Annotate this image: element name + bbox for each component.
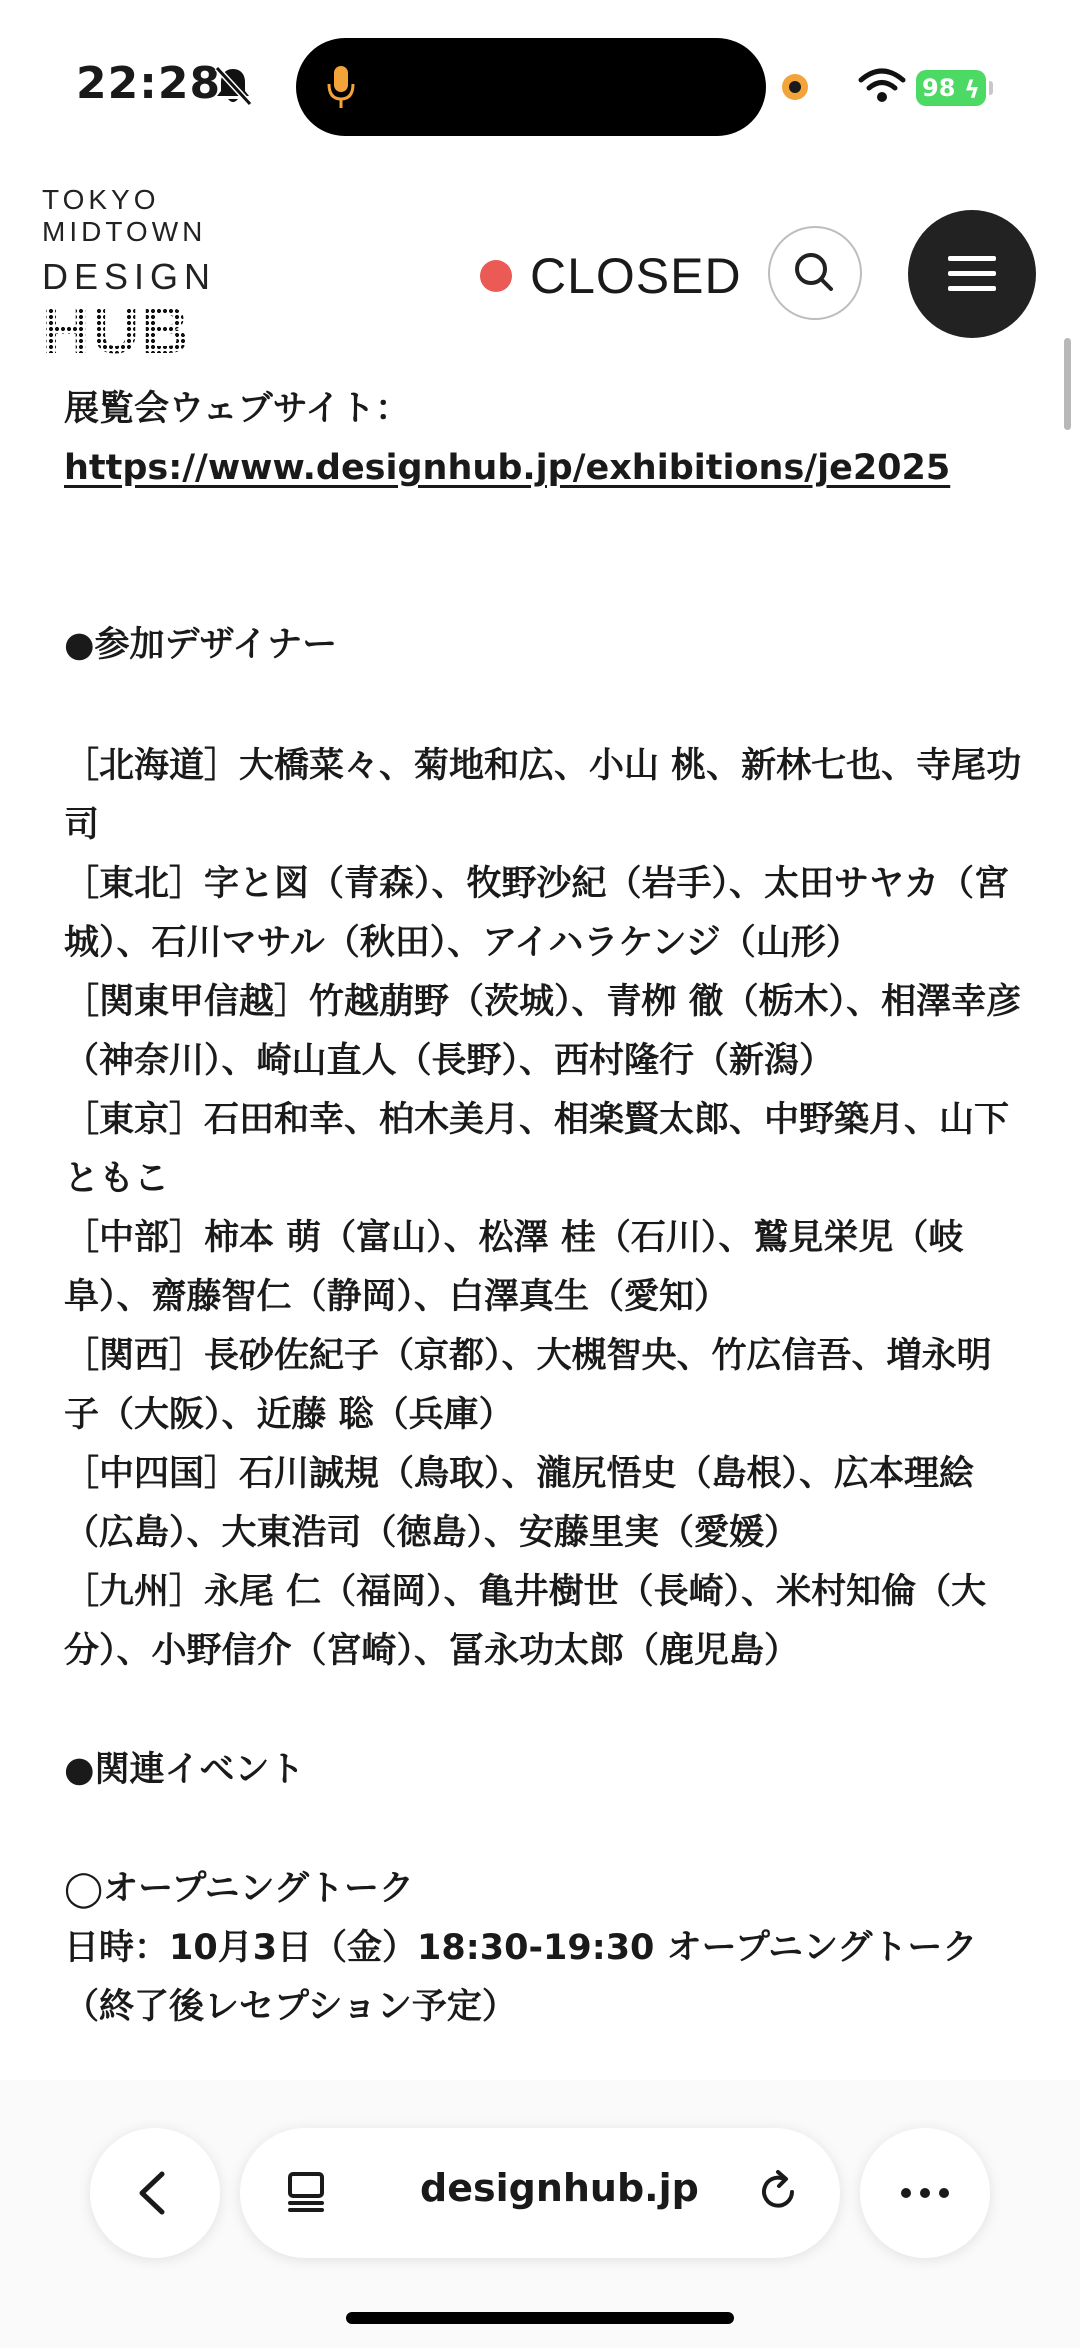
charging-bolt-icon: ϟ xyxy=(964,76,980,104)
region-kyushu: ［九州］永尾 仁（福岡）、亀井樹世（長崎）、米村知倫（大分）、小野信介（宮崎）、冨永功太郎（鹿児島） xyxy=(64,1572,987,1671)
site-logo[interactable] xyxy=(42,184,217,374)
bell-slash-icon xyxy=(212,64,254,108)
home-indicator xyxy=(346,2312,734,2324)
battery-icon xyxy=(916,70,986,106)
logo-line-design: DESIGN xyxy=(42,256,217,297)
region-hokkaido: ［北海道］大橋菜々、菊地和広、小山 桃、新林七也、寺尾功司 xyxy=(64,746,1022,845)
address-text: designhub.jp xyxy=(420,2166,699,2210)
designers-heading: ●参加デザイナー xyxy=(64,625,338,665)
events-heading: ●関連イベント xyxy=(64,1750,305,1790)
logo-line-hub: HUB xyxy=(42,302,212,358)
website-label: 展覧会ウェブサイト： xyxy=(64,389,411,429)
event-date: 日時：10月3日（金）18:30-19:30 オープニングトーク（終了後レセプション予定） xyxy=(64,1928,978,2027)
more-dots-icon xyxy=(860,2128,990,2258)
open-status xyxy=(480,246,742,306)
region-tohoku: ［東北］字と図（青森）、牧野沙紀（岩手）、太田サヤカ（宮城）、石川マサル（秋田）、アイハラケンジ（山形） xyxy=(64,864,1010,963)
reload-icon[interactable] xyxy=(748,2162,808,2222)
logo-line-tokyo: TOKYO xyxy=(42,184,160,215)
status-dot xyxy=(480,260,512,292)
logo-line-midtown: MIDTOWN xyxy=(42,216,207,247)
region-kansai: ［関西］長砂佐紀子（京都）、大槻智央、竹広信吾、増永明子（大阪）、近藤 聡（兵庫） xyxy=(64,1336,992,1435)
article-content xyxy=(64,380,1024,2080)
camera-dot-icon xyxy=(782,74,808,100)
wifi-icon xyxy=(858,66,906,104)
region-kanto-koshinetsu: ［関東甲信越］竹越萠野（茨城）、青栁 徹（栃木）、相澤幸彦（神奈川）、崎山直人（長野）、西村隆行（新潟） xyxy=(64,982,1022,1081)
status-label: CLOSED xyxy=(530,248,742,304)
chevron-left-icon xyxy=(90,2128,220,2258)
address-bar[interactable] xyxy=(240,2128,840,2258)
dynamic-island xyxy=(296,38,766,136)
region-tokyo: ［東京］石田和幸、柏木美月、相楽賢太郎、中野築月、山下ともこ xyxy=(64,1100,1010,1199)
hamburger-menu-button[interactable] xyxy=(908,210,1036,338)
back-button[interactable] xyxy=(90,2128,220,2258)
region-chushikoku: ［中四国］石川誠規（鳥取）、瀧尻悟史（島根）、広本理絵（広島）、大東浩司（徳島）、安藤里実（愛媛） xyxy=(64,1454,975,1553)
browser-toolbar xyxy=(0,2080,1080,2348)
tab-overview-icon[interactable] xyxy=(278,2162,338,2222)
clock-time: 22:28 xyxy=(76,58,222,109)
more-options-button[interactable] xyxy=(860,2128,990,2258)
search-button[interactable] xyxy=(768,226,862,320)
microphone-icon xyxy=(326,64,356,110)
status-bar xyxy=(0,0,1080,170)
battery-level: 98 xyxy=(922,74,956,102)
scrollbar[interactable] xyxy=(1064,338,1071,430)
event-title: ◯オープニングトーク xyxy=(64,1869,414,1909)
search-icon xyxy=(770,228,860,318)
site-header xyxy=(0,170,1080,380)
exhibition-website-link[interactable]: https://www.designhub.jp/exhibitions/je2025 xyxy=(64,448,951,488)
region-chubu: ［中部］柿本 萌（富山）、松澤 桂（石川）、鷲見栄児（岐阜）、齋藤智仁（静岡）、白澤真生（愛知） xyxy=(64,1218,964,1317)
